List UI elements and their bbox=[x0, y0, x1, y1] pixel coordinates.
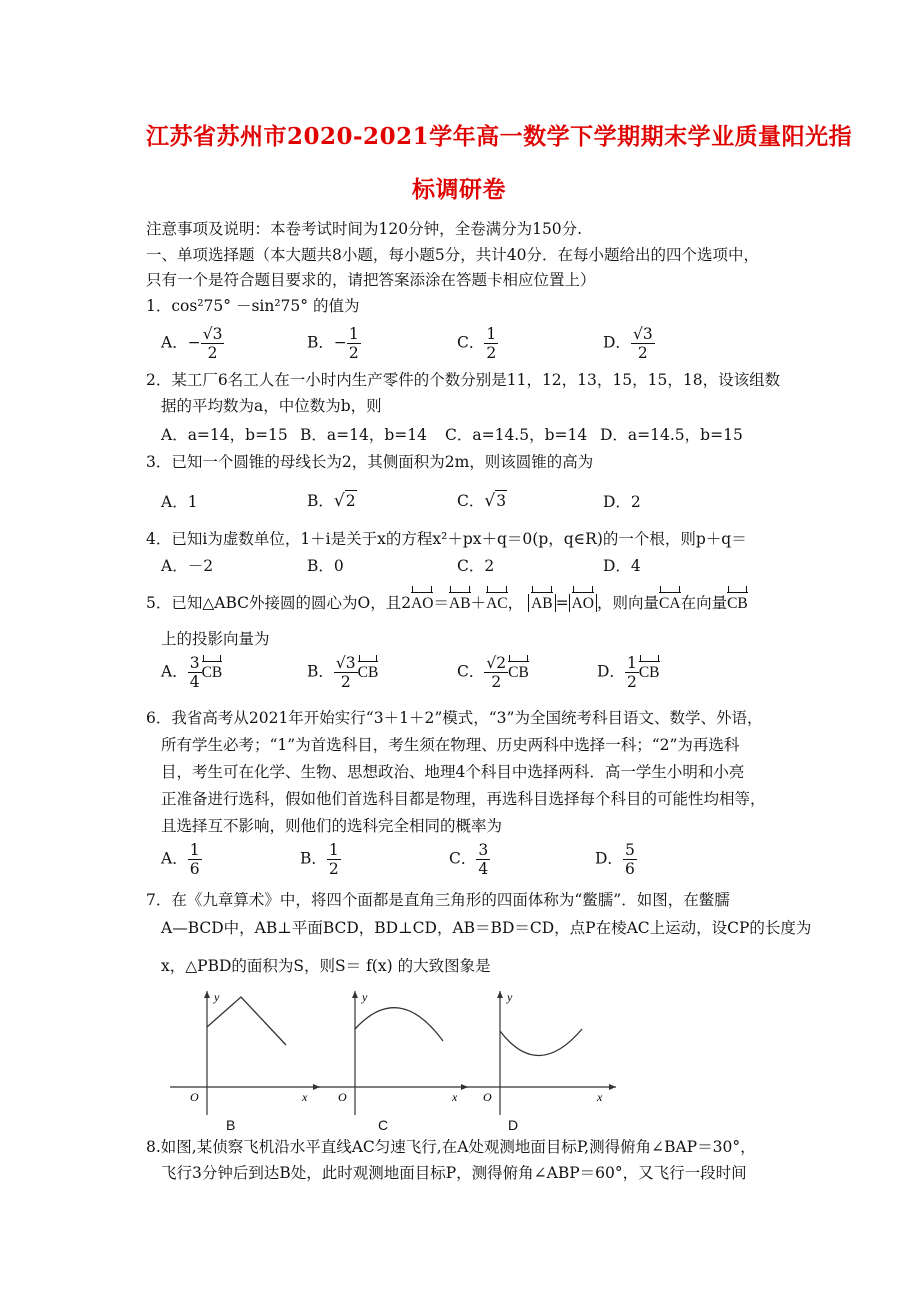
q3-option-c: C．√3 bbox=[457, 491, 507, 511]
q8-line-1: 8.如图,某侦察飞机沿水平直线AC匀速飞行,在A处观测地面目标P,测得俯角∠BAP＝30°， bbox=[146, 1138, 756, 1156]
svg-text:O: O bbox=[190, 1090, 199, 1104]
q5-option-b: B． $\frac{√3}{2}$ CB bbox=[307, 654, 379, 691]
q1-option-d: D． $\frac{√3}{2}$ bbox=[603, 325, 653, 362]
graph-option-d bbox=[466, 985, 626, 1139]
q3-option-a: A．1 bbox=[161, 493, 198, 511]
svg-text:y: y bbox=[214, 990, 220, 1004]
q2-line-2: 据的平均数为a，中位数为b，则 bbox=[161, 397, 382, 415]
q3-stem: 3．已知一个圆锥的母线长为2，其侧面积为2m，则该圆锥的高为 bbox=[146, 453, 594, 471]
svg-text:x: x bbox=[597, 1090, 603, 1104]
q1-option-b: B．− $\frac{1}{2}$ bbox=[307, 325, 359, 362]
q4-option-b: B．0 bbox=[307, 557, 344, 575]
svg-text:y: y bbox=[507, 990, 513, 1004]
q2-option-c: C．a=14.5，b=14 bbox=[445, 426, 588, 444]
q2-line-1: 2．某工厂6名工人在一小时内生产零件的个数分别是11，12，13，15，15，18，设该组数 bbox=[146, 371, 781, 389]
q4-option-c: C．2 bbox=[457, 557, 495, 575]
q5-stem: 5．已知△ABC外接圆的圆心为O，且2 AO＝ AB＋ AC， AB = AO ，则向量 CA在向量 CB bbox=[146, 593, 748, 614]
vector-AC: AC bbox=[486, 594, 508, 614]
q4-option-a: A．－2 bbox=[161, 557, 214, 575]
q4-option-d: D．4 bbox=[603, 557, 641, 575]
svg-text:O: O bbox=[338, 1090, 347, 1104]
q6-option-a: A． $\frac{1}{6}$ bbox=[161, 841, 200, 878]
q3-option-b: B．√2 bbox=[307, 491, 356, 511]
q6-line-4: 正准备进行选科，假如他们首选科目都是物理，再选科目选择每个科目的可能性均相等， bbox=[161, 790, 766, 808]
graph-d-curve bbox=[500, 1029, 582, 1056]
graph-c-curve bbox=[355, 1008, 443, 1041]
q2-option-a: A．a=14，b=15 bbox=[161, 426, 288, 444]
q1-stem: 1．cos²75° －sin²75° 的值为 bbox=[146, 297, 360, 315]
q2-option-d: D．a=14.5，b=15 bbox=[600, 426, 743, 444]
notice: 注意事项及说明：本卷考试时间为120分钟，全卷满分为150分. bbox=[146, 220, 583, 238]
q6-option-c: C． $\frac{3}{4}$ bbox=[449, 841, 489, 878]
graph-b-curve bbox=[207, 997, 286, 1045]
q7-line-3: x，△PBD的面积为S，则S＝ f(x) 的大致图象是 bbox=[161, 957, 491, 975]
q5-option-a: A． $\frac{3}{4}$ CB bbox=[161, 654, 223, 691]
q1-option-a: A．− $\frac{√3}{2}$ bbox=[161, 325, 223, 362]
svg-text:x: x bbox=[302, 1090, 308, 1104]
vector-AB: AB bbox=[449, 594, 471, 614]
graph-option-b bbox=[170, 985, 330, 1139]
vector-CA: CA bbox=[659, 594, 681, 614]
q7-line-1: 7．在《九章算术》中，将四个面都是直角三角形的四面体称为“鳖臑”．如图，在鳖臑 bbox=[146, 891, 730, 909]
q5-option-d: D． $\frac{1}{2}$ CB bbox=[597, 654, 660, 691]
q6-line-2: 所有学生必考；“1”为首选科目，考生须在物理、历史两科中选择一科；“2”为再选科 bbox=[161, 736, 740, 754]
section-header-line-1: 一、单项选择题（本大题共8小题，每小题5分，共计40分．在每小题给出的四个选项中， bbox=[146, 246, 759, 264]
q4-stem: 4．已知i为虚数单位，1＋i是关于x的方程x²＋px＋q＝0(p，q∈R)的一个根，则p＋q＝ bbox=[146, 530, 747, 548]
q6-line-3: 目，考生可在化学、生物、思想政治、地理4个科目中选择两科．高一学生小明和小亮 bbox=[161, 763, 745, 781]
q6-line-1: 6．我省高考从2021年开始实行“3＋1＋2”模式，“3”为全国统考科目语文、数学、外语， bbox=[146, 709, 763, 727]
q5-option-c: C． $\frac{√2}{2}$ CB bbox=[457, 654, 529, 691]
q2-option-b: B．a=14，b=14 bbox=[300, 426, 427, 444]
svg-text:x: x bbox=[452, 1090, 458, 1104]
svg-text:y: y bbox=[362, 990, 368, 1004]
graph-d-label: D bbox=[508, 1117, 519, 1133]
title-line-2: 标调研卷 bbox=[412, 176, 506, 203]
section-header-line-2: 只有一个是符合题目要求的，请把答案添涂在答题卡相应位置上） bbox=[146, 271, 596, 289]
q3-option-d: D．2 bbox=[603, 493, 641, 511]
title-line-1: 江苏省苏州市2020-2021学年高一数学下学期期末学业质量阳光指 bbox=[146, 123, 853, 150]
q7-line-2: A—BCD中，AB⊥平面BCD，BD⊥CD，AB＝BD＝CD，点P在棱AC上运动，设CP的长度为 bbox=[161, 919, 812, 937]
graph-c-label: C bbox=[378, 1117, 389, 1133]
svg-text:O: O bbox=[483, 1090, 492, 1104]
vector-AO: AO bbox=[411, 594, 433, 614]
q8-line-2: 飞行3分钟后到达B处，此时观测地面目标P，测得俯角∠ABP＝60°，又飞行一段时间 bbox=[161, 1164, 747, 1182]
graph-option-c bbox=[318, 985, 478, 1139]
graph-b-label: B bbox=[226, 1117, 236, 1133]
vector-CB: CB bbox=[727, 594, 748, 614]
q6-line-5: 且选择互不影响，则他们的选科完全相同的概率为 bbox=[161, 817, 503, 835]
q1-option-c: C． $\frac{1}{2}$ bbox=[457, 325, 497, 362]
q6-option-b: B． $\frac{1}{2}$ bbox=[300, 841, 339, 878]
q6-option-d: D． $\frac{5}{6}$ bbox=[595, 841, 635, 878]
q5-line-2: 上的投影向量为 bbox=[161, 630, 270, 648]
